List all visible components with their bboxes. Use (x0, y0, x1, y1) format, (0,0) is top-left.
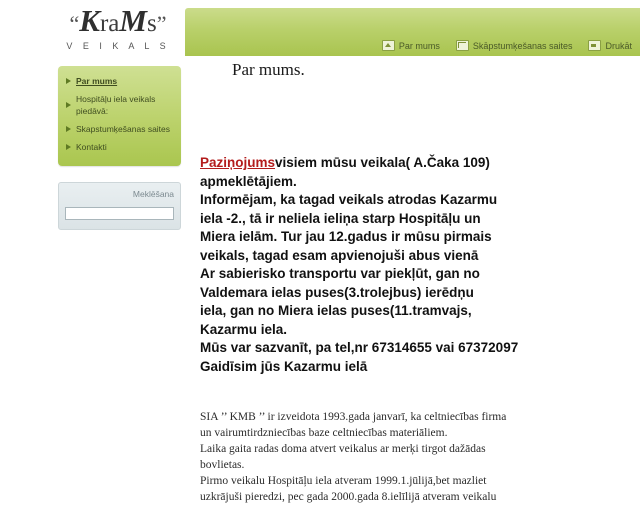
sidebar-item-par-mums[interactable] (58, 72, 181, 90)
page-title: Par mums. (232, 60, 305, 79)
article (200, 154, 620, 505)
sidebar-item-hospitalu-iela[interactable] (58, 90, 181, 120)
logo-letter-k: K (79, 3, 100, 38)
search-title: Meklēšana (132, 189, 174, 199)
sidebar (58, 66, 181, 230)
header-nav-item-par-mums[interactable] (382, 40, 440, 51)
logo-quote-left: “ (69, 11, 80, 36)
logo-wordmark (58, 3, 178, 39)
sidebar-item-label: Kontakti (76, 142, 107, 152)
logo-letter-m: M (119, 3, 147, 38)
header-nav-item-drukat[interactable] (588, 40, 632, 51)
announcement-line: iela -2., tā ir neliela ieliņa starp Hospitāļu un (200, 210, 481, 226)
sidebar-item-label: Skapstumķešanas saites (76, 124, 171, 134)
history-line: bovlietas. (200, 459, 245, 471)
print-icon (588, 40, 601, 51)
announcement-text: visiem mūsu veikala( A.Čaka 109) (275, 155, 490, 170)
announcement-line: Mūs var sazvanīt, pa tel,nr 67314655 vai 67372097 (200, 340, 519, 355)
announcement-line: Ar sabierisko transportu var piekļūt, gan no (200, 266, 480, 281)
search-panel (58, 182, 181, 230)
header-nav (382, 40, 632, 51)
arrow-bullet-icon (66, 78, 71, 84)
history-line: SIA ’’ KMB ’’ ir izveidota 1993.gada janvarī, ka celtniecības firma (200, 411, 507, 423)
main-content (200, 60, 620, 505)
sidebar-item-kontakti[interactable] (58, 138, 181, 156)
announcement-line: Valdemara ielas puses(3.trolejbus) ierēdņu (200, 284, 474, 300)
announcement-line: Gaidīsim jūs Kazarmu ielā (200, 358, 368, 374)
announcement-block (200, 154, 620, 376)
announcement-line: Informējam, ka tagad veikals atrodas Kazarmu (200, 192, 498, 207)
announcement-line: Miera ielām. Tur jau 12.gadus ir mūsu pirmais (200, 229, 492, 244)
logo-subtitle: V E I K A L S (66, 41, 170, 51)
search-input[interactable] (65, 207, 174, 220)
home-icon (382, 40, 395, 51)
logo-letter-s: s (146, 10, 157, 37)
sidebar-menu (58, 66, 181, 166)
mail-icon (456, 40, 469, 51)
header-nav-item-saites[interactable] (456, 40, 573, 51)
header-nav-label: Skāpstumķešanas saites (472, 40, 573, 51)
history-line: Laika gaita radas doma atvert veikalus ar merķi tirgot dažādas (200, 443, 486, 455)
history-line: uzkrājuši pieredzi, pec gada 2000.gada 8.ielīlijā atveram veikalu (200, 491, 497, 503)
arrow-bullet-icon (66, 102, 71, 108)
arrow-bullet-icon (66, 126, 71, 132)
announcement-line: iela, gan no Miera ielas puses(11.tramvajs, (200, 303, 472, 318)
sidebar-item-saites[interactable] (58, 120, 181, 138)
history-line: un vairumtirdzniecības baze celtniecības materiāliem. (200, 427, 448, 439)
sidebar-item-label: Par mums (76, 76, 118, 86)
logo-quote-right: ” (156, 11, 167, 36)
announcement-line (200, 154, 620, 173)
announcement-highlight: Paziņojums (200, 155, 276, 170)
header-nav-label: Par mums (398, 40, 440, 51)
company-history-block (200, 409, 620, 505)
logo-letters-ra: ra (99, 10, 120, 37)
page-header (0, 0, 640, 62)
history-line: Pirmo veikalu Hospitāļu iela atveram 1999.1.jūlijā,bet mazliet (200, 475, 487, 487)
site-logo[interactable] (58, 3, 178, 51)
header-green-bar (185, 8, 640, 56)
sidebar-item-label: Hospitāļu iela veikals piedāvā: (76, 94, 156, 116)
announcement-line: apmeklētājiem. (200, 173, 297, 189)
announcement-line: veikals, tagad esam apvienojuši abus vienā (200, 247, 479, 263)
announcement-line: Kazarmu iela. (200, 321, 288, 337)
arrow-bullet-icon (66, 144, 71, 150)
header-nav-label: Drukāt (605, 40, 632, 51)
